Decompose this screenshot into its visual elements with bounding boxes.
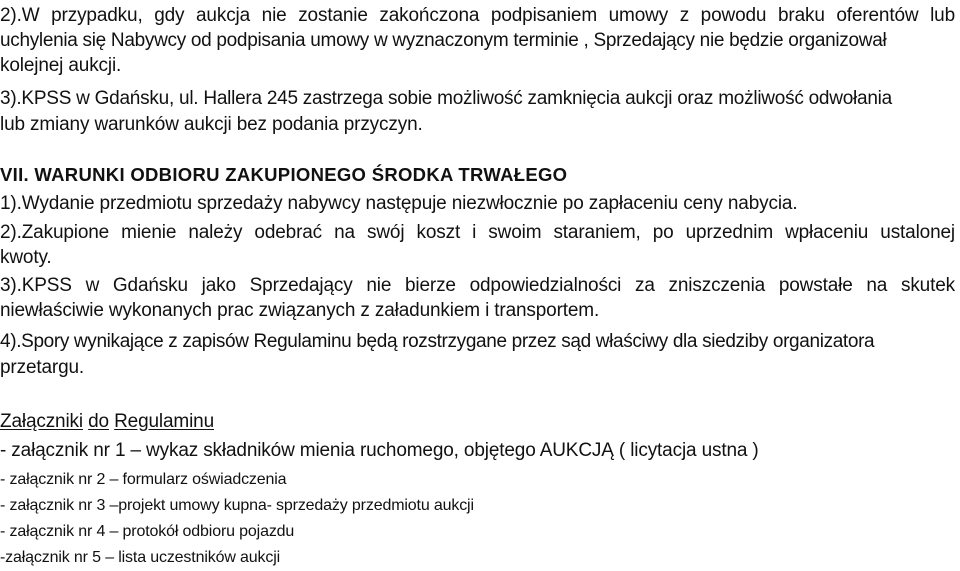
attachments-title-word: do [88, 411, 109, 432]
attachment-item: -załącznik nr 5 – lista uczestników aukcji [0, 549, 281, 566]
attachment-item: - załącznik nr 4 – protokół odbioru pojazdu [0, 523, 295, 540]
paragraph-line: 3).KPSS w Gdańsku jako Sprzedający nie bierze odpowiedzialności za zniszczenia powstałe na skutek [0, 275, 955, 296]
attachments-title-word: Załączniki [0, 411, 83, 432]
attachments-title [0, 410, 214, 433]
attachment-item: - załącznik nr 2 – formularz oświadczenia [0, 471, 287, 488]
paragraph-line: 3).KPSS w Gdańsku, ul. Hallera 245 zastrzega sobie możliwość zamknięcia aukcji oraz możliwość odwołania [0, 88, 892, 109]
paragraph-line: lub zmiany warunków aukcji bez podania przyczyn. [0, 114, 423, 135]
paragraph-line: 2).W przypadku, gdy aukcja nie zostanie zakończona podpisaniem umowy z powodu braku oferentów lub [0, 5, 955, 26]
paragraph-line: kolejnej aukcji. [0, 55, 122, 76]
attachment-item: - załącznik nr 1 – wykaz składników mienia ruchomego, objętego AUKCJĄ ( licytacja ustna ) [0, 440, 759, 461]
paragraph-line: 4).Spory wynikające z zapisów Regulaminu będą rozstrzygane przez sąd właściwy dla siedziby organizatora [0, 331, 875, 352]
paragraph-line: niewłaściwie wykonanych prac związanych z załadunkiem i transportem. [0, 300, 600, 321]
paragraph-line: 1).Wydanie przedmiotu sprzedaży nabywcy następuje niezwłocznie po zapłaceniu ceny nabycia. [0, 193, 798, 214]
paragraph-line: uchylenia się Nabywcy od podpisania umowy w wyznaczonym terminie , Sprzedający nie będzie organizował [0, 30, 887, 51]
paragraph-line: przetargu. [0, 357, 85, 378]
attachment-item: - załącznik nr 3 –projekt umowy kupna- sprzedaży przedmiotu aukcji [0, 497, 474, 514]
paragraph-line: 2).Zakupione mienie należy odebrać na swój koszt i swoim staraniem, po uprzednim wpłaceniu ustalonej [0, 222, 955, 243]
section-heading: VII. WARUNKI ODBIORU ZAKUPIONEGO ŚRODKA TRWAŁEGO [0, 164, 568, 185]
paragraph-line: kwoty. [0, 247, 52, 268]
attachments-title-word: Regulaminu [114, 411, 215, 432]
